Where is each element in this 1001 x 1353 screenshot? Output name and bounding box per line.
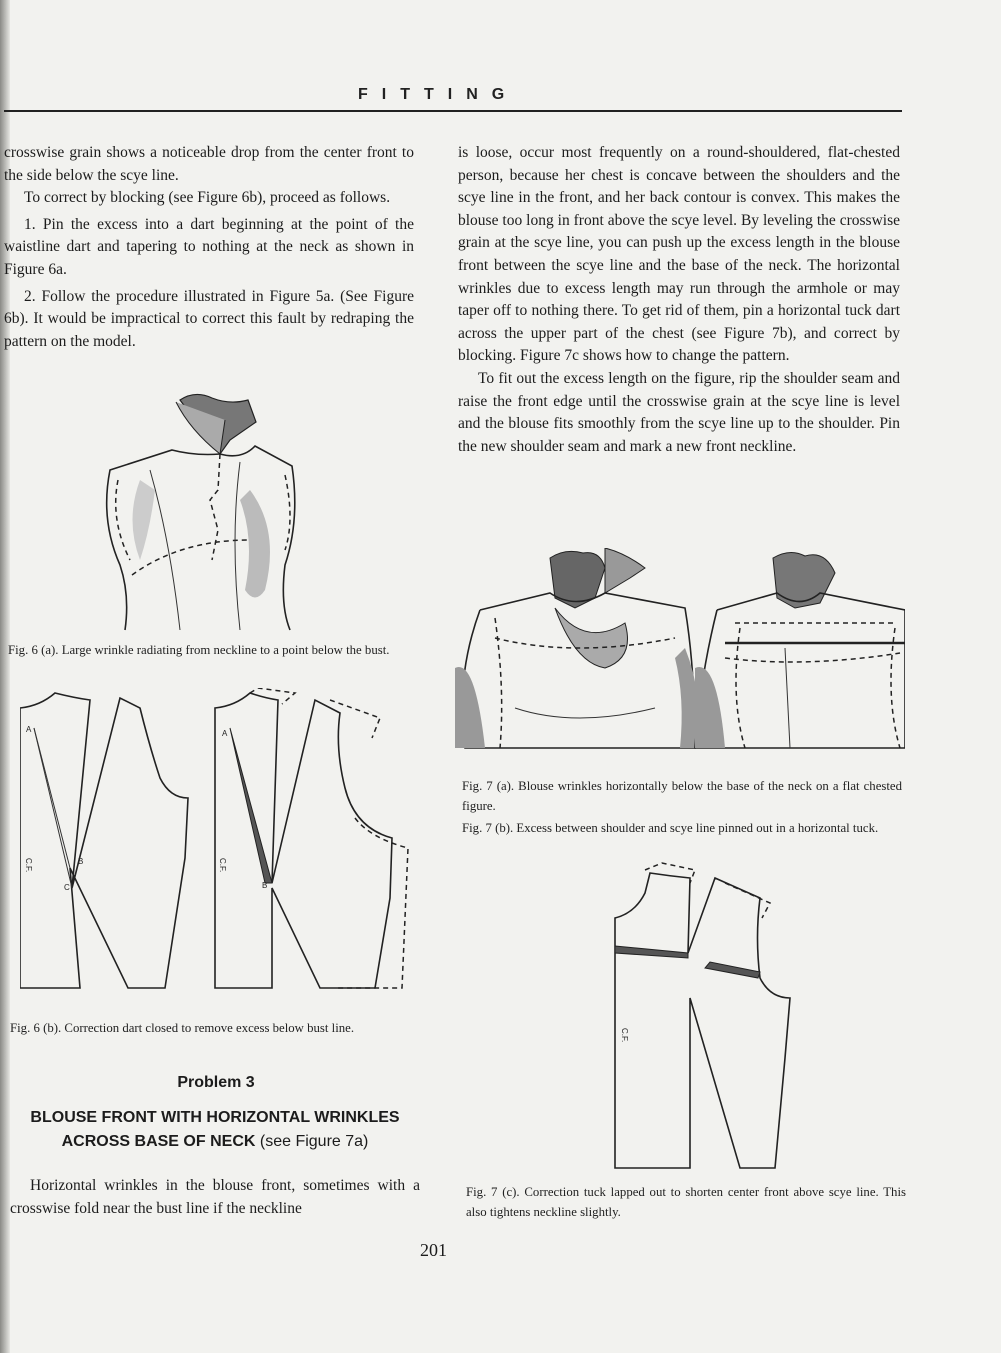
paragraph: 1. Pin the excess into a dart beginning at the point of the waistline dart and tapering to nothing at the neck as shown in Figure 6a. [4,215,414,278]
svg-text:C.F.: C.F. [218,858,227,873]
problem-heading [10,1106,420,1154]
fig-label: Fig. 7 (b). [462,821,514,835]
header-rule [4,110,902,112]
fig-text: Blouse wrinkles horizontally below the base of the neck on a flat chested figure. [462,779,902,813]
fig-label: Fig. 6 (a). [8,643,59,657]
label-cf: C.F. [620,1028,629,1043]
problem-heading-line2: ACROSS BASE OF NECK [61,1133,256,1150]
problem-heading-ref: (see Figure 7a) [259,1133,369,1150]
fig6b-pattern-diagrams [20,688,420,998]
paragraph: 2. Follow the procedure illustrated in Figure 5a. (See Figure 6b). It would be impractical to correct this fault by redraping the pattern on the model. [4,287,414,350]
label-c: C [64,883,70,892]
fig-text: Large wrinkle radiating from neckline to a point below the bust. [61,643,390,657]
fig-label: Fig. 7 (a). [462,779,515,793]
left-column-text [4,142,414,353]
fig-label: Fig. 6 (b). [10,1021,62,1035]
fig7c-pattern-diagram [610,858,810,1178]
paragraph: To correct by blocking (see Figure 6b), proceed as follows. [24,189,391,207]
svg-text:A: A [222,729,228,738]
svg-text:B: B [262,881,268,890]
fig6a-illustration [80,390,310,635]
fig-text: Correction dart closed to remove excess below bust line. [64,1021,355,1035]
fig-text: Excess between shoulder and scye line pinned out in a horizontal tuck. [516,821,879,835]
problem-number: Problem 3 [177,1074,255,1091]
label-cf: C.F. [24,858,33,873]
fig7-illustrations [455,548,905,773]
label-a: A [26,725,32,734]
running-header: FITTING [358,86,519,103]
fig7b-caption [462,818,902,838]
paragraph: To fit out the excess length on the figure, rip the shoulder seam and raise the front edge until the crosswise grain at the scye line is level and the blouse fits smoothly from the scye line up to the shoulder. Pin the new shoulder seam and mark a new front neckline. [458,369,900,455]
page-number: 201 [420,1240,447,1260]
label-b: B [78,857,84,866]
fig-text: Correction tuck lapped out to shorten center front above scye line. This also tightens neckline slightly. [466,1185,906,1219]
right-column-text [458,142,900,458]
left-bottom-paragraph: Horizontal wrinkles in the blouse front, sometimes with a crosswise fold near the bust line if the neckline [10,1177,420,1217]
fig-label: Fig. 7 (c). [466,1185,520,1199]
fig7a-caption [462,776,902,816]
paragraph: crosswise grain shows a noticeable drop from the center front to the side below the scye line. [4,144,414,184]
fig6a-caption [8,640,416,660]
fig7c-caption [466,1182,906,1222]
fig6b-caption [10,1018,418,1038]
problem-heading-line1: BLOUSE FRONT WITH HORIZONTAL WRINKLES [30,1109,400,1126]
paragraph: is loose, occur most frequently on a round-shouldered, flat-chested person, because her chest is concave between the shoulders and the scye line in the front, and her back contour is convex. This makes the blouse too long in front above the scye level. By leveling the crosswise grain at the scye line, you can push up the excess length in the blouse front between the scye line and the base of the neck. The horizontal wrinkles due to excess length may run through the armhole or may taper off to nothing there. To get rid of them, pin a horizontal tuck dart across the upper part of the chest (see Figure 7b), and correct by blocking. Figure 7c shows how to change the pattern. [458,144,900,365]
